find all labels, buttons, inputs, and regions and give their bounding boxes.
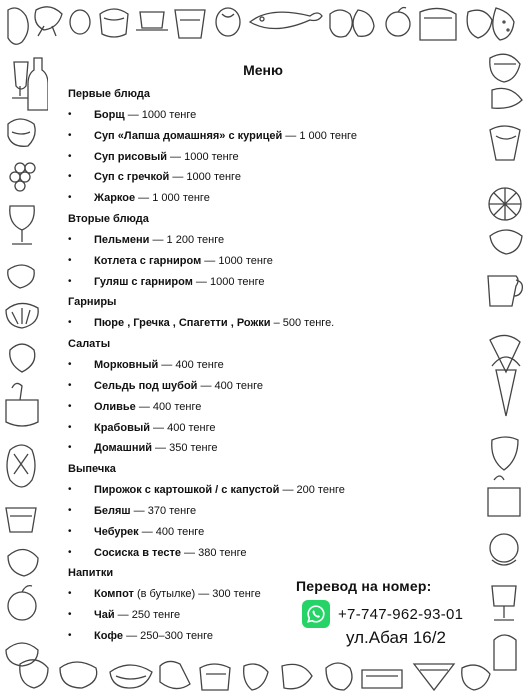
section-title: Салаты — [68, 338, 111, 351]
menu-item — [68, 543, 488, 564]
left-border-drawings — [6, 58, 48, 666]
menu-item-name: Пюре , Гречка , Спагетти , Рожки — [94, 317, 271, 330]
menu-item — [68, 355, 488, 376]
bullet: • — [68, 317, 72, 329]
phone-number[interactable]: +7-747-962-93-01 — [338, 605, 464, 623]
menu-item-price: — 250–300 тенге — [123, 629, 214, 642]
section-title: Гарниры — [68, 296, 117, 309]
right-border-drawings — [488, 54, 522, 670]
bullet: • — [68, 192, 72, 204]
menu-item-price: (в бутылке) — 300 тенге — [133, 588, 261, 601]
bullet: • — [68, 588, 72, 600]
bullet: • — [68, 400, 72, 412]
section-title: Выпечка — [68, 463, 116, 476]
menu-item — [68, 313, 488, 334]
menu-item-name: Жаркое — [94, 192, 136, 205]
menu-item — [68, 105, 488, 126]
transfer-label: Перевод на номер: — [296, 578, 432, 594]
menu-item-price: — 1000 тенге — [201, 254, 273, 267]
bullet: • — [68, 275, 72, 287]
menu-item-name: Чебурек — [94, 525, 139, 538]
top-border-drawings — [8, 7, 514, 44]
menu-item-name: Домашний — [94, 442, 152, 455]
bullet: • — [68, 629, 72, 641]
menu-item-name: Гуляш с гарниром — [94, 275, 193, 288]
menu-item-price: — 1000 тенге — [169, 171, 241, 184]
menu-item — [68, 522, 488, 543]
bullet: • — [68, 233, 72, 245]
section-title: Первые блюда — [68, 88, 150, 100]
menu-item — [68, 438, 488, 459]
menu-item — [68, 397, 488, 418]
menu-item-price: — 1000 тенге — [124, 109, 197, 121]
menu-title: Меню — [243, 62, 283, 78]
menu-item-name: Морковный — [94, 359, 159, 372]
menu-item — [68, 376, 488, 397]
menu-item-price: — 200 тенге — [279, 484, 345, 497]
menu-item-name: Пельмени — [94, 233, 150, 246]
bullet: • — [68, 109, 72, 120]
menu-item-price: — 400 тенге — [149, 421, 216, 434]
bottom-border-drawings — [20, 660, 490, 690]
menu-item — [68, 480, 488, 501]
section-title: Напитки — [68, 567, 114, 580]
menu-item-price: — 1 200 тенге — [149, 233, 225, 246]
menu-item-name: Суп рисовый — [94, 150, 167, 163]
menu-item-name: Борщ — [94, 109, 125, 121]
menu-item-price: — 400 тенге — [158, 359, 224, 372]
menu-item — [68, 501, 488, 522]
menu-item — [68, 251, 488, 272]
menu-item — [68, 126, 488, 147]
menu-item-price: — 400 тенге — [197, 379, 263, 392]
menu-item-name: Котлета с гарниром — [94, 254, 202, 267]
menu-item-price: — 400 тенге — [138, 525, 205, 538]
menu-item-price: — 370 тенге — [130, 504, 197, 517]
bullet: • — [68, 525, 72, 537]
bullet: • — [68, 504, 72, 516]
menu-item-price: — 350 тенге — [152, 442, 218, 455]
menu-item-name: Чай — [94, 609, 115, 622]
menu-item — [68, 272, 488, 293]
menu-item-name: Суп «Лапша домашняя» с курицей — [94, 129, 283, 142]
section-title: Вторые блюда — [68, 212, 149, 225]
menu-item-price: — 250 тенге — [114, 609, 181, 622]
menu-item-price: — 380 тенге — [181, 546, 247, 559]
menu-item — [68, 147, 488, 168]
menu-item-name: Сельдь под шубой — [94, 379, 198, 392]
bullet: • — [68, 359, 72, 371]
bullet: • — [68, 171, 72, 183]
bullet: • — [68, 254, 72, 266]
address: ул.Абая 16/2 — [346, 628, 446, 647]
menu-item-price: — 1 000 тенге — [135, 192, 210, 205]
menu-item — [68, 230, 488, 251]
bullet: • — [68, 484, 72, 496]
menu-item-name: Оливье — [94, 400, 136, 413]
menu-item-price: — 1000 тенге — [167, 150, 239, 163]
menu-item-name: Суп с гречкой — [94, 171, 170, 184]
bullet: • — [68, 609, 72, 621]
bullet: • — [68, 150, 72, 162]
menu-item — [68, 188, 488, 209]
menu-list — [68, 84, 488, 647]
bullet: • — [68, 421, 72, 433]
bullet: • — [68, 379, 72, 391]
menu-item-price: — 1000 тенге — [192, 275, 265, 288]
menu-item-price: — 1 000 тенге — [282, 129, 357, 142]
menu-item-price: – 500 тенге. — [270, 317, 335, 330]
bullet: • — [68, 546, 72, 558]
whatsapp-icon — [302, 600, 330, 628]
bullet: • — [68, 129, 72, 141]
menu-item-name: Компот — [94, 588, 134, 601]
menu-item-name: Беляш — [94, 504, 131, 517]
bullet: • — [68, 442, 72, 454]
menu-item — [68, 418, 488, 439]
menu-item-name: Пирожок с картошкой / с капустой — [94, 484, 280, 497]
menu-item — [68, 167, 488, 188]
menu-item-price: — 400 тенге — [135, 400, 202, 413]
contact-phone-row — [302, 601, 463, 627]
menu-item-name: Сосиска в тесте — [94, 546, 181, 559]
menu-item-name: Кофе — [94, 629, 124, 642]
menu-item-name: Крабовый — [94, 421, 150, 434]
